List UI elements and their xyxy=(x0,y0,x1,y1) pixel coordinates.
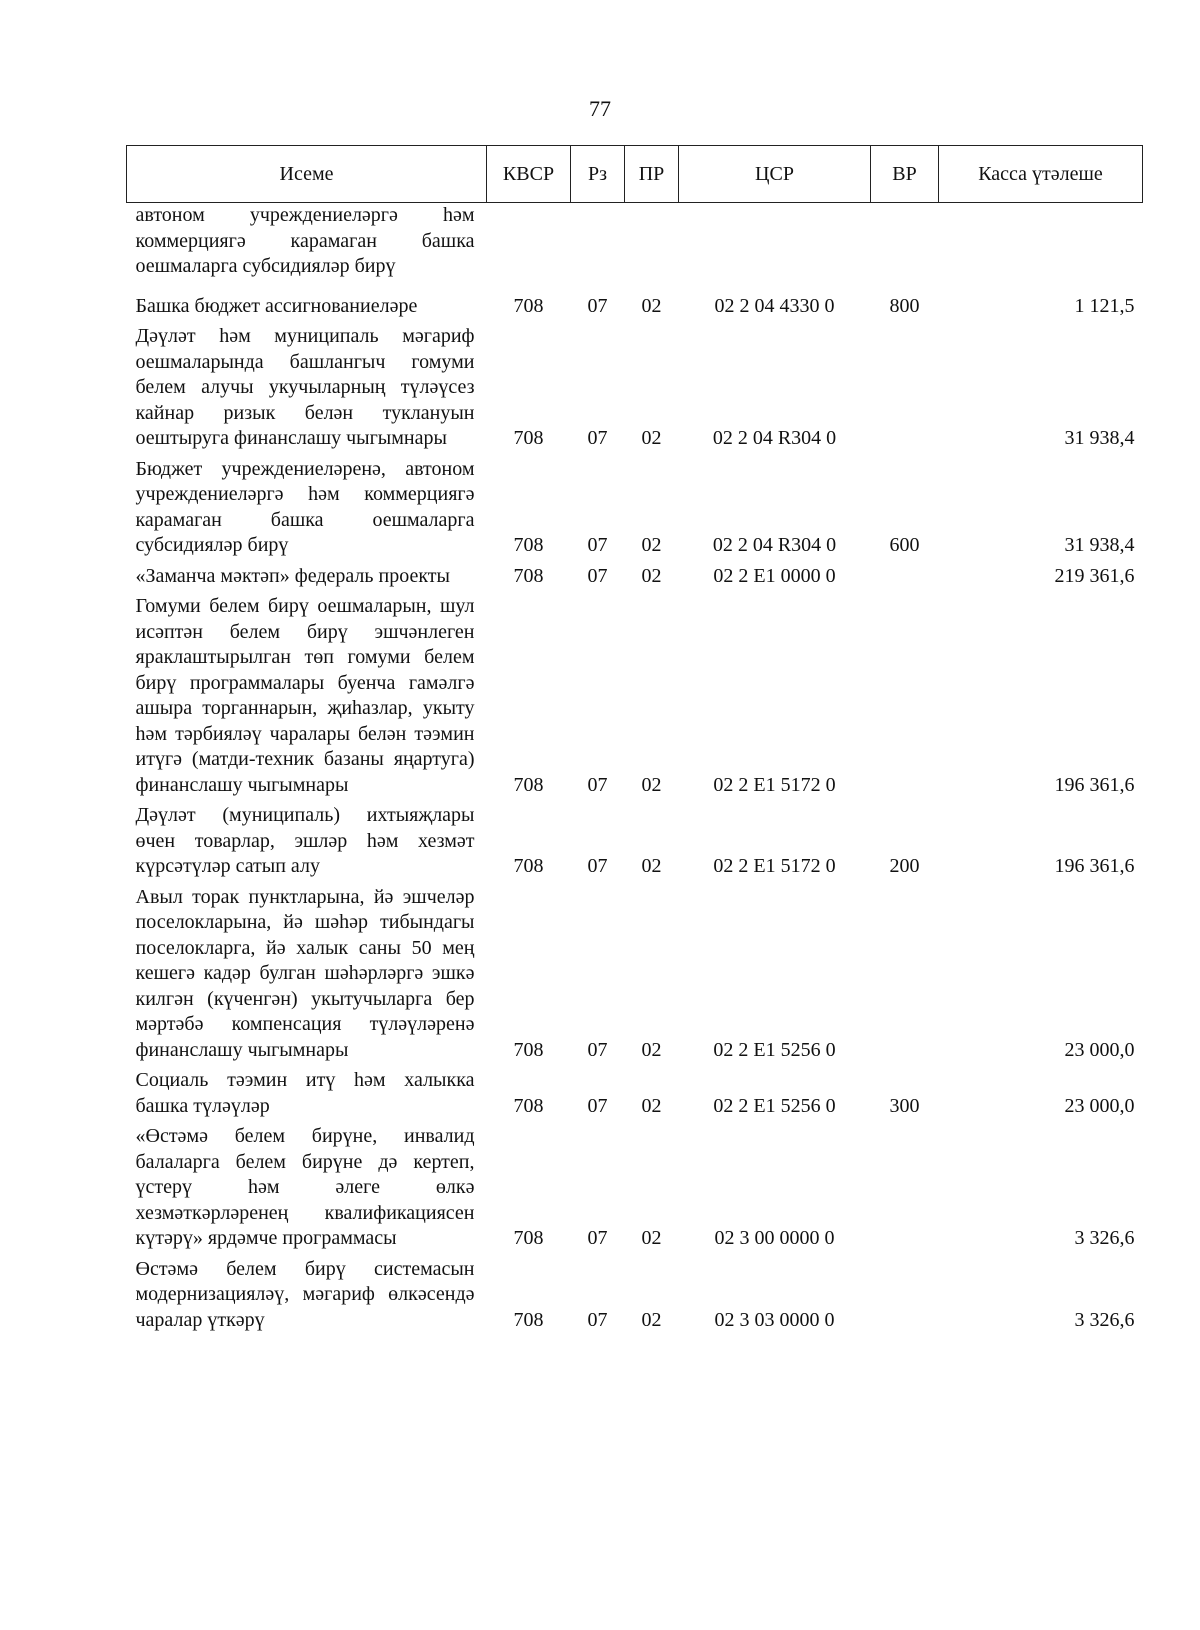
cell-kvsr: 708 xyxy=(513,1094,544,1117)
cell-amount: 196 361,6 xyxy=(1054,855,1135,877)
cell-tsr: 02 2 E1 5172 0 xyxy=(713,855,836,877)
table-body xyxy=(127,203,1143,1339)
budget-table xyxy=(126,145,1143,1338)
cell-rz: 07 xyxy=(587,1038,608,1061)
header-tsr: ЦСР xyxy=(679,146,871,203)
cell-kvsr: 708 xyxy=(513,294,544,317)
cell-pr: 02 xyxy=(641,1227,662,1249)
cell-amount: 219 361,6 xyxy=(1054,564,1135,587)
cell-kvsr: 708 xyxy=(513,1038,544,1061)
header-pr: ПР xyxy=(625,146,679,203)
cell-tsr: 02 3 00 0000 0 xyxy=(714,1227,835,1249)
cell-tsr: 02 3 03 0000 0 xyxy=(714,1308,835,1331)
table-row xyxy=(127,294,1143,325)
table-row xyxy=(127,1068,1143,1124)
cell-kvsr: 708 xyxy=(513,427,544,449)
cell-tsr: 02 2 E1 5256 0 xyxy=(713,1038,836,1061)
header-rz: Рз xyxy=(571,146,625,203)
cell-pr: 02 xyxy=(641,427,662,449)
cell-rz: 07 xyxy=(587,564,608,587)
cell-name: «Өстәмә белем бирүне, инвалид балаларга белем бирүне дә кертеп, үстерү һәм әлеге өлкә хезмәткәрләренең квалификациясен күтәрү» ярдәмче программасы xyxy=(135,1125,475,1249)
cell-rz: 07 xyxy=(587,427,608,449)
cell-name: Дәүләт (муниципаль) ихтыяҗлары өчен товарлар, эшләр һәм хезмәт күрсәтүләр сатып алу xyxy=(135,804,475,877)
table-row xyxy=(127,564,1143,595)
cell-pr xyxy=(625,203,679,294)
cell-rz: 07 xyxy=(587,773,608,796)
cell-kvsr xyxy=(487,203,571,294)
cell-amount: 3 326,6 xyxy=(1074,1227,1135,1249)
page-number: 77 xyxy=(589,96,611,121)
table-row xyxy=(127,1257,1143,1339)
cell-pr: 02 xyxy=(641,1038,662,1061)
cell-vr xyxy=(871,594,939,803)
cell-kvsr: 708 xyxy=(513,773,544,796)
cell-vr xyxy=(871,885,939,1069)
table-header xyxy=(127,146,1143,203)
cell-tsr xyxy=(679,203,871,294)
cell-amount: 1 121,5 xyxy=(1074,294,1135,317)
cell-rz: 07 xyxy=(587,294,608,317)
cell-amount: 3 326,6 xyxy=(1074,1308,1135,1331)
cell-amount: 31 938,4 xyxy=(1064,534,1135,556)
cell-tsr: 02 2 E1 5172 0 xyxy=(713,773,836,796)
cell-pr: 02 xyxy=(641,855,662,877)
cell-rz: 07 xyxy=(587,855,608,877)
cell-name: Бюджет учреждениеләренә, автоном учреждениеләргә һәм коммерциягә карамаган башка оешмаларга субсидияләр бирү xyxy=(135,457,475,556)
cell-amount xyxy=(939,203,1143,294)
cell-amount: 23 000,0 xyxy=(1064,1038,1135,1061)
cell-vr xyxy=(871,1124,939,1257)
cell-rz: 07 xyxy=(587,1308,608,1331)
cell-tsr: 02 2 04 4330 0 xyxy=(714,294,835,317)
table-row xyxy=(127,203,1143,294)
cell-vr xyxy=(871,1257,939,1339)
table-row xyxy=(127,803,1143,885)
cell-tsr: 02 2 E1 5256 0 xyxy=(713,1094,836,1117)
cell-name: Башка бюджет ассигнованиеләре xyxy=(135,294,418,317)
cell-vr xyxy=(871,203,939,294)
cell-kvsr: 708 xyxy=(513,564,544,587)
cell-tsr: 02 2 E1 0000 0 xyxy=(713,564,836,587)
table-row xyxy=(127,324,1143,457)
cell-amount: 196 361,6 xyxy=(1054,773,1135,796)
cell-kvsr: 708 xyxy=(513,1227,544,1249)
cell-amount: 31 938,4 xyxy=(1064,427,1135,449)
cell-vr: 800 xyxy=(889,294,920,317)
cell-name: «Заманча мәктәп» федераль проекты xyxy=(135,564,450,587)
cell-name: Дәүләт һәм муниципаль мәгариф оешмаларында башлангыч гомуми белем алучы укучыларның түләүсез кайнар ризык белән туклануын оештыруга финанслашу чыгымнары xyxy=(135,325,475,449)
cell-pr: 02 xyxy=(641,294,662,317)
cell-name: автоном учреждениеләргә һәм коммерциягә карамаган башка оешмаларга субсидияләр бирү xyxy=(135,204,475,277)
cell-rz: 07 xyxy=(587,534,608,556)
cell-vr: 300 xyxy=(889,1094,920,1117)
cell-pr: 02 xyxy=(641,1094,662,1117)
header-name: Исеме xyxy=(127,146,487,203)
cell-name: Гомуми белем бирү оешмаларын, шул исәптән белем бирү эшчәнлеген яраклаштырылган төп гомуми белем бирү программалары буенча гамәлгә ашыра торганнарын, җиһазлар, укыту һәм тәрбияләү чаралары белән тәэмин итүгә (матди-техник базаны яңартуга) финанслашу чыгымнары xyxy=(135,595,475,796)
cell-pr: 02 xyxy=(641,534,662,556)
table-row xyxy=(127,1124,1143,1257)
cell-tsr: 02 2 04 R304 0 xyxy=(712,534,837,556)
cell-rz xyxy=(571,203,625,294)
cell-rz: 07 xyxy=(587,1094,608,1117)
cell-pr: 02 xyxy=(641,564,662,587)
header-amount: Касса үтәлеше xyxy=(939,146,1143,203)
cell-vr: 600 xyxy=(889,534,920,556)
cell-amount: 23 000,0 xyxy=(1064,1094,1135,1117)
cell-name: Социаль тәэмин итү һәм халыкка башка түләүләр xyxy=(135,1069,475,1117)
cell-vr xyxy=(871,564,939,595)
cell-tsr: 02 2 04 R304 0 xyxy=(712,427,837,449)
cell-kvsr: 708 xyxy=(513,534,544,556)
cell-name: Авыл торак пунктларына, йә эшчеләр поселокларына, йә шәһәр тибындагы поселокларга, йә халык саны 50 мең кешегә кадәр булган шәһәрләргә эшкә килгән (күченгән) укытучыларга бер мәртәбә компенсация түләүләренә финанслашу чыгымнары xyxy=(135,885,475,1061)
table-row xyxy=(127,594,1143,803)
cell-name: Өстәмә белем бирү системасын модернизацияләү, мәгариф өлкәсендә чаралар үткәрү xyxy=(135,1257,475,1331)
cell-kvsr: 708 xyxy=(513,855,544,877)
cell-rz: 07 xyxy=(587,1227,608,1249)
cell-vr: 200 xyxy=(889,855,920,877)
cell-vr xyxy=(871,324,939,457)
cell-kvsr: 708 xyxy=(513,1308,544,1331)
cell-pr: 02 xyxy=(641,773,662,796)
table-row xyxy=(127,885,1143,1069)
header-kvsr: КВСР xyxy=(487,146,571,203)
table-row xyxy=(127,457,1143,564)
cell-pr: 02 xyxy=(641,1308,662,1331)
header-vr: ВР xyxy=(871,146,939,203)
